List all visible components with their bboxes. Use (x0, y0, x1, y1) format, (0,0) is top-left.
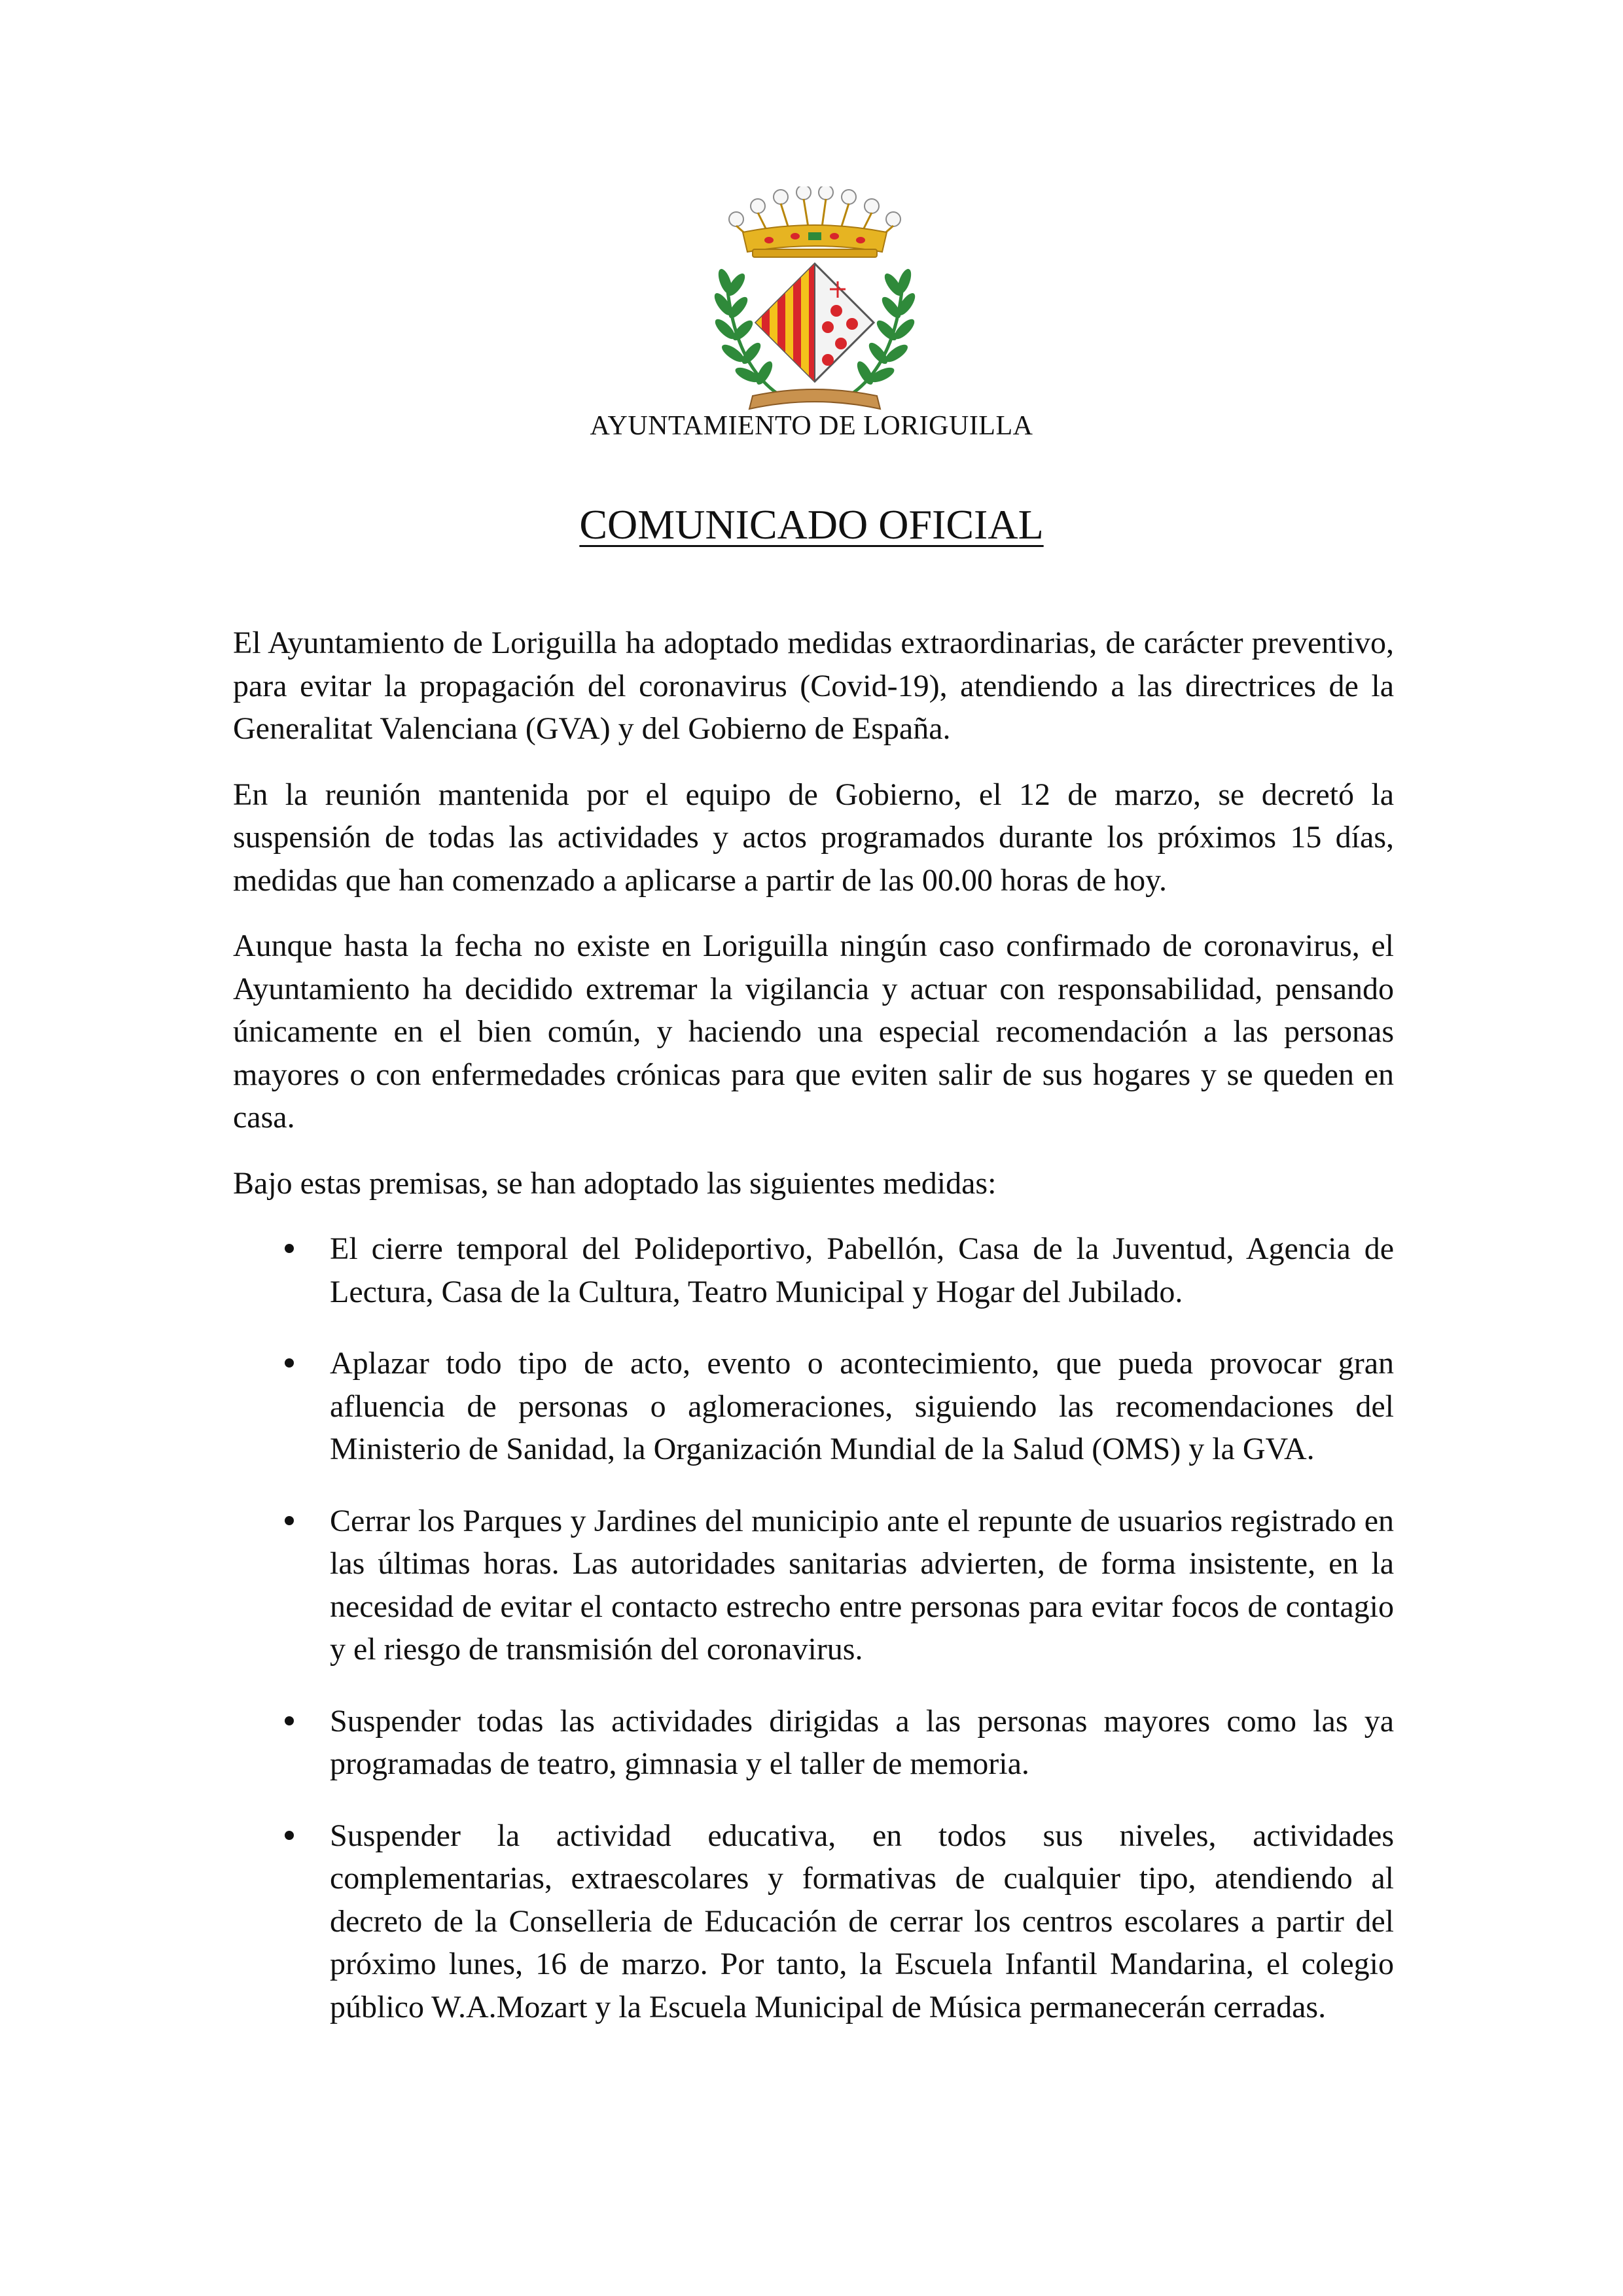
measures-list (233, 1227, 1394, 2028)
document-title: COMUNICADO OFICIAL (579, 501, 1044, 548)
list-item (233, 1227, 1394, 1313)
measure-text: El cierre temporal del Polideportivo, Pabellón, Casa de la Juventud, Agencia de Lectura, Casa de la Cultura, Teatro Municipal y Hogar del Jubilado. (330, 1231, 1394, 1309)
bullet-icon (285, 1516, 294, 1525)
bullet-icon (285, 1831, 294, 1840)
paragraph-intro: El Ayuntamiento de Loriguilla ha adoptado medidas extraordinarias, de carácter preventivo, para evitar la propagación del coronavirus (Covid-19), atendiendo a las directrices de la Generalitat Valenciana (GVA) y del Gobierno de España. (233, 626, 1394, 746)
paragraph-meeting: En la reunión mantenida por el equipo de Gobierno, el 12 de marzo, se decretó la suspensión de todas las actividades y actos programados durante los próximos 15 días, medidas que han comenzado a aplicarse a partir de las 00.00 horas de hoy. (233, 777, 1394, 898)
list-item (233, 1342, 1394, 1471)
paragraph-recommendation: Aunque hasta la fecha no existe en Loriguilla ningún caso confirmado de coronavirus, el Ayuntamiento ha decidido extremar la vigilancia y actuar con responsabilidad, pensando únicamente en el bien común, y haciendo una especial recomendación a las personas mayores o con enfermedades crónicas para que eviten salir de sus hogares y se queden en casa. (233, 928, 1394, 1135)
coat-of-arms-icon (707, 186, 923, 419)
bullet-icon (285, 1716, 294, 1725)
bullet-icon (285, 1358, 294, 1368)
paragraph-measures-intro: Bajo estas premisas, se han adoptado las siguientes medidas: (233, 1165, 997, 1201)
organization-name: AYUNTAMIENTO DE LORIGUILLA (590, 411, 1033, 441)
document-body (233, 622, 1394, 2057)
measure-text: Suspender todas las actividades dirigidas a las personas mayores como las ya programadas de teatro, gimnasia y el taller de memoria. (330, 1703, 1394, 1781)
list-item (233, 1500, 1394, 1671)
measure-text: Aplazar todo tipo de acto, evento o acontecimiento, que pueda provocar gran afluencia de personas o aglomeraciones, siguiendo las recomendaciones del Ministerio de Sanidad, la Organización Mundial de la Salud (OMS) y la GVA. (330, 1346, 1394, 1466)
measure-text: Cerrar los Parques y Jardines del municipio ante el repunte de usuarios registrado en las últimas horas. Las autoridades sanitarias advierten, de forma insistente, en la necesidad de evitar el contacto estrecho entre personas para evitar focos de contagio y el riesgo de transmisión del coronavirus. (330, 1503, 1394, 1667)
bullet-icon (285, 1244, 294, 1253)
measure-text: Suspender la actividad educativa, en todos sus niveles, actividades complementarias, extraescolares y formativas de cualquier tipo, atendiendo al decreto de la Conselleria de Educación de cerrar los centros escolares a partir del próximo lunes, 16 de marzo. Por tanto, la Escuela Infantil Mandarina, el colegio público W.A.Mozart y la Escuela Municipal de Música permanecerán cerradas. (330, 1818, 1394, 2024)
list-item (233, 1700, 1394, 1786)
list-item (233, 1814, 1394, 2029)
